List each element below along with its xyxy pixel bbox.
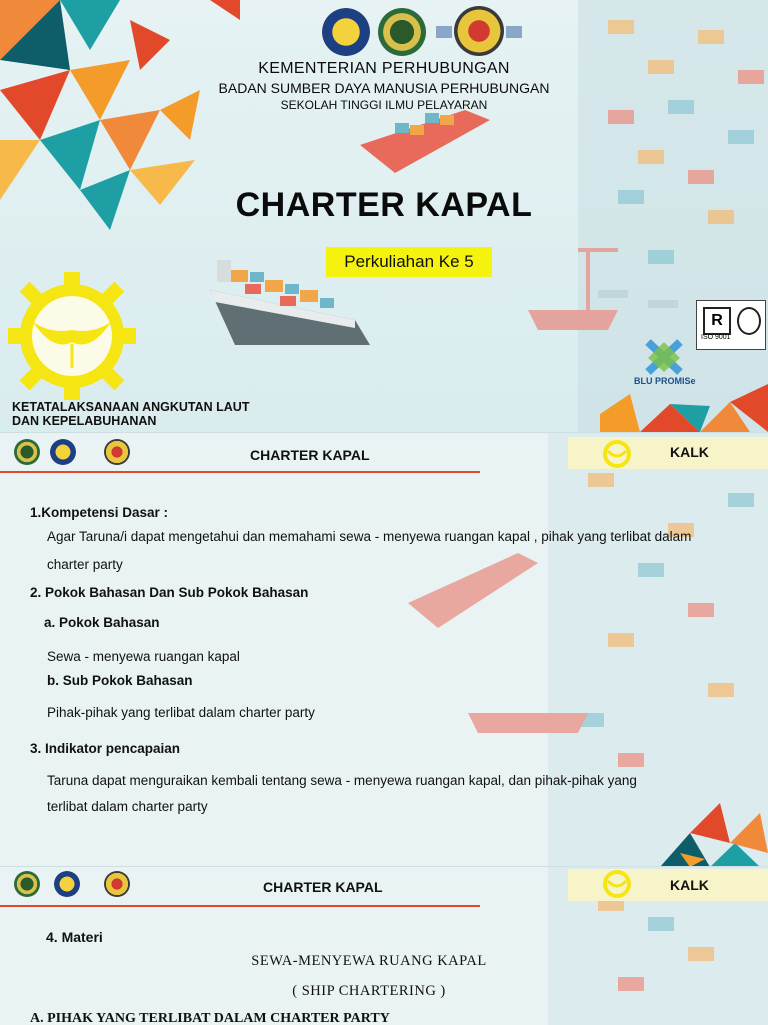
agency-name: BADAN SUMBER DAYA MANUSIA PERHUBUNGAN	[218, 80, 550, 96]
kalk-label: KALK	[670, 877, 709, 893]
material-slide	[0, 866, 768, 1025]
department-name	[12, 400, 249, 428]
competency-slide	[0, 432, 768, 867]
gear-emblem-icon	[602, 439, 632, 469]
wing-icon	[506, 26, 522, 38]
school-name: SEKOLAH TINGGI ILMU PELAYARAN	[280, 98, 488, 112]
kalk-label: KALK	[670, 444, 709, 460]
ministry-logo	[322, 8, 370, 56]
kalk-banner	[568, 437, 768, 469]
blu-promise-logo-icon	[644, 338, 684, 376]
gear-emblem-icon	[602, 869, 632, 899]
ministry-logo	[54, 871, 80, 897]
material-title: SEWA-MENYEWA RUANG KAPAL	[251, 953, 487, 969]
title-slide	[0, 0, 768, 432]
material-heading: 4. Materi	[46, 929, 103, 945]
section-a-heading: A. PIHAK YANG TERLIBAT DALAM CHARTER PARTY	[30, 1011, 390, 1025]
competency-text-cont: charter party	[47, 557, 123, 572]
competency-heading: 1.Kompetensi Dasar :	[30, 505, 169, 520]
kalk-banner	[568, 869, 768, 901]
lecture-badge: Perkuliahan Ke 5	[326, 247, 492, 277]
slide-header-title: CHARTER KAPAL	[263, 879, 383, 895]
department-line-1: KETATALAKSANAAN ANGKUTAN LAUT	[12, 400, 250, 414]
bpsdm-logo	[14, 871, 40, 897]
topic-heading: 2. Pokok Bahasan Dan Sub Pokok Bahasan	[30, 585, 309, 600]
iso-certificate-badge: R ISO 9001	[696, 300, 766, 350]
blu-label: BLU PROMISe	[634, 376, 696, 386]
stip-logo	[454, 6, 504, 56]
stip-logo	[104, 871, 130, 897]
slide-header-title: CHARTER KAPAL	[250, 447, 370, 463]
iso-label: ISO 9001	[701, 334, 731, 341]
header-divider	[0, 905, 480, 907]
competency-text: Agar Taruna/i dapat mengetahui dan memahami sewa - menyewa ruangan kapal , pihak yang terlibat dalam	[47, 529, 692, 544]
indicator-text: Taruna dapat menguraikan kembali tentang sewa - menyewa ruangan kapal, dan pihak-pihak yang	[47, 773, 637, 788]
indicator-text-cont: terlibat dalam charter party	[47, 799, 208, 814]
sub-topic-heading: b. Sub Pokok Bahasan	[47, 673, 193, 688]
main-topic-heading: a. Pokok Bahasan	[44, 615, 160, 630]
wing-icon	[436, 26, 452, 38]
header-divider	[0, 471, 480, 473]
ministry-logo	[50, 439, 76, 465]
bpsdm-logo	[14, 439, 40, 465]
main-topic-text: Sewa - menyewa ruangan kapal	[47, 649, 240, 664]
port-illustration	[348, 433, 768, 867]
geometric-decoration	[600, 384, 768, 432]
gear-emblem-icon	[8, 272, 136, 400]
stip-logo	[104, 439, 130, 465]
department-line-2: DAN KEPELABUHANAN	[12, 414, 157, 428]
geometric-decoration	[660, 803, 768, 867]
indicator-heading: 3. Indikator pencapaian	[30, 741, 181, 756]
page-title: CHARTER KAPAL	[235, 186, 533, 224]
material-subtitle: ( SHIP CHARTERING )	[292, 983, 446, 999]
ministry-name: KEMENTERIAN PERHUBUNGAN	[258, 60, 510, 77]
sub-topic-text: Pihak-pihak yang terlibat dalam charter party	[47, 705, 315, 720]
bpsdm-logo	[378, 8, 426, 56]
